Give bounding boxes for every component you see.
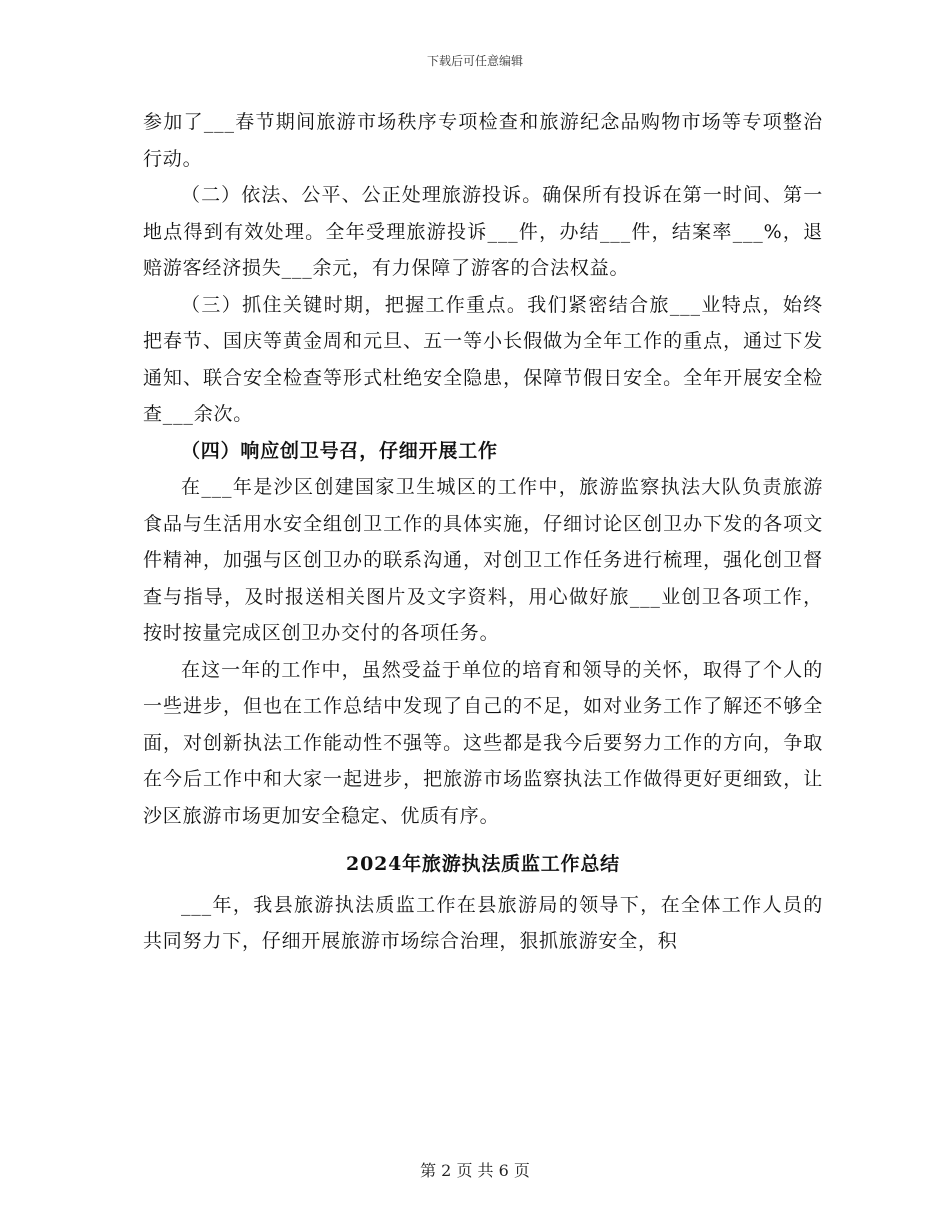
paragraph-5: 在这一年的工作中，虽然受益于单位的培育和领导的关怀，取得了个人的一些进步，但也在工作总结中发现了自己的不足，如对业务工作了解还不够全面，对创新执法工作能动性不强等。这些都是我今后要努力工作的方向，争取在今后工作中和大家一起进步，把旅游市场监察执法工作做得更好更细致，让沙区旅游市场更加安全稳定、优质有序。: [143, 658, 823, 827]
paragraph-6: ___年，我县旅游执法质监工作在县旅游局的领导下，在全体工作人员的共同努力下，仔细开展旅游市场综合治理，狠抓旅游安全，积: [143, 893, 823, 952]
page-footer: 第 2 页 共 6 页: [420, 1161, 530, 1180]
paragraph-4: 在___年是沙区创建国家卫生城区的工作中，旅游监察执法大队负责旅游食品与生活用水安全组创卫工作的具体实施，仔细讨论区创卫办下发的各项文件精神，加强与区创卫办的联系沟通，对创卫工作任务进行梳理，强化创卫督查与指导，及时报送相关图片及文字资料，用心做好旅___业创卫各项工作，按时按量完成区创卫办交付的各项任务。: [143, 476, 823, 644]
document-body: [143, 104, 823, 960]
document-title: 2024年旅游执法质监工作总结: [346, 853, 620, 875]
section-heading-4: （四）响应创卫号召，仔细开展工作: [181, 439, 498, 462]
page-header: 下载后可任意编辑: [426, 54, 523, 68]
paragraph-3: （三）抓住关键时期，把握工作重点。我们紧密结合旅___业特点，始终把春节、国庆等黄金周和元旦、五一等小长假做为全年工作的重点，通过下发通知、联合安全检查等形式杜绝安全隐患，保障节假日安全。全年开展安全检查___余次。: [143, 293, 823, 425]
paragraph-2: （二）依法、公平、公正处理旅游投诉。确保所有投诉在第一时间、第一地点得到有效处理。全年受理旅游投诉___件，办结___件，结案率___%，退赔游客经济损失___余元，有力保障了游客的合法权益。: [143, 184, 823, 279]
paragraph-1: 参加了___春节期间旅游市场秩序专项检查和旅游纪念品购物市场等专项整治行动。: [143, 111, 823, 170]
